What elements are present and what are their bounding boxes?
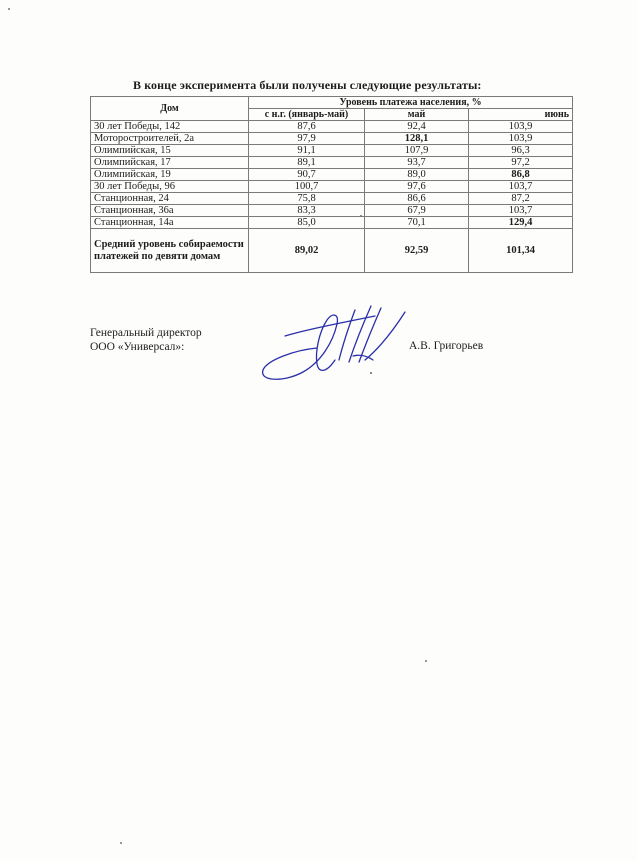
scan-speck (360, 215, 362, 217)
average-ytd: 89,02 (249, 229, 365, 273)
ytd-cell: 97,9 (249, 133, 365, 145)
june-cell: 103,9 (469, 121, 573, 133)
table-row (91, 121, 573, 133)
ytd-cell: 91,1 (249, 145, 365, 157)
average-label: Средний уровень собираемости платежей по девяти домам (91, 229, 249, 273)
june-cell: 87,2 (469, 193, 573, 205)
house-cell: Станционная, 14а (91, 217, 249, 229)
may-cell: 107,9 (365, 145, 469, 157)
house-cell: 30 лет Победы, 142 (91, 121, 249, 133)
header-house: Дом (91, 97, 249, 121)
ytd-cell: 100,7 (249, 181, 365, 193)
may-cell: 89,0 (365, 169, 469, 181)
table-row (91, 193, 573, 205)
house-cell: Олимпийская, 15 (91, 145, 249, 157)
may-cell: 92,4 (365, 121, 469, 133)
house-cell: Олимпийская, 19 (91, 169, 249, 181)
handwritten-signature (255, 290, 415, 390)
house-cell: Олимпийская, 17 (91, 157, 249, 169)
header-payment-level: Уровень платежа населения, % (249, 97, 573, 109)
house-cell: 30 лет Победы, 96 (91, 181, 249, 193)
table-row (91, 157, 573, 169)
june-cell: 129,4 (469, 217, 573, 229)
june-cell: 96,3 (469, 145, 573, 157)
table-row (91, 217, 573, 229)
results-heading: В конце эксперимента были получены следующие результаты: (133, 78, 482, 92)
scan-speck (370, 372, 372, 374)
scan-speck (425, 660, 427, 662)
june-cell: 97,2 (469, 157, 573, 169)
table-row (91, 205, 573, 217)
ytd-cell: 75,8 (249, 193, 365, 205)
ytd-cell: 85,0 (249, 217, 365, 229)
signatory-position: Генеральный директор (90, 327, 202, 339)
may-cell: 70,1 (365, 217, 469, 229)
ytd-cell: 87,6 (249, 121, 365, 133)
scan-speck (120, 842, 122, 844)
results-table (90, 96, 573, 273)
may-cell: 86,6 (365, 193, 469, 205)
signatory-name: А.В. Григорьев (409, 340, 484, 352)
ytd-cell: 89,1 (249, 157, 365, 169)
signatory-company: ООО «Универсал»: (90, 341, 185, 353)
header-june: июнь (469, 109, 573, 121)
may-cell: 97,6 (365, 181, 469, 193)
average-row (91, 229, 573, 273)
average-june: 101,34 (469, 229, 573, 273)
signatory-title (90, 326, 202, 354)
table-header-row (91, 97, 573, 109)
header-may: май (365, 109, 469, 121)
ytd-cell: 90,7 (249, 169, 365, 181)
table-row (91, 169, 573, 181)
june-cell: 103,7 (469, 205, 573, 217)
may-cell: 67,9 (365, 205, 469, 217)
may-cell: 93,7 (365, 157, 469, 169)
ytd-cell: 83,3 (249, 205, 365, 217)
table-row (91, 133, 573, 145)
house-cell: Станционная, 36а (91, 205, 249, 217)
june-cell: 103,7 (469, 181, 573, 193)
average-may: 92,59 (365, 229, 469, 273)
house-cell: Моторостроителей, 2а (91, 133, 249, 145)
header-ytd: с н.г. (январь-май) (249, 109, 365, 121)
scan-speck (8, 8, 10, 10)
june-cell: 86,8 (469, 169, 573, 181)
may-cell: 128,1 (365, 133, 469, 145)
june-cell: 103,9 (469, 133, 573, 145)
table-row (91, 181, 573, 193)
table-row (91, 145, 573, 157)
house-cell: Станционная, 24 (91, 193, 249, 205)
